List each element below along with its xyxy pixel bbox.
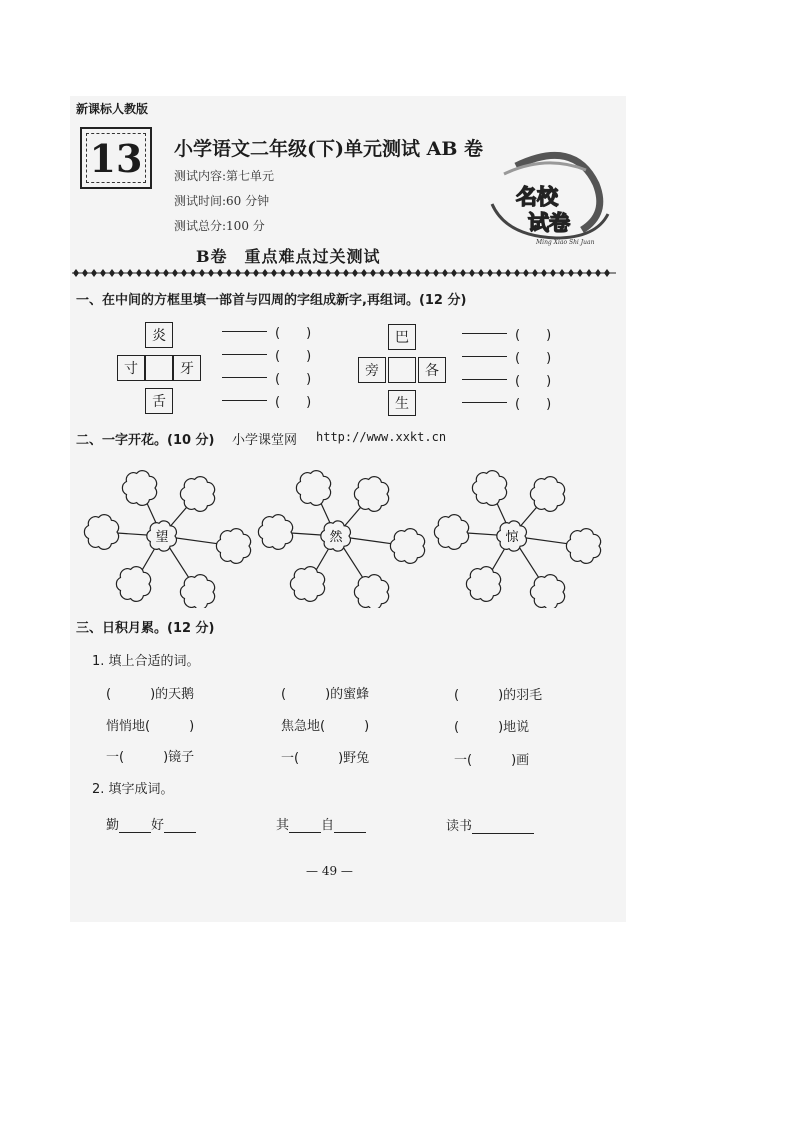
q2-heading: 二、一字开花。(10 分) [76,433,215,448]
divider-diamond [91,269,97,277]
divider-diamond [280,269,286,277]
answer-paren[interactable]: ( ) [275,326,312,341]
answer-line[interactable] [462,379,507,380]
divider-diamond [100,269,106,277]
char: 好 [151,818,165,833]
fill-item[interactable]: 悄悄地( ) [106,719,195,734]
divider-diamond [82,269,88,277]
logo-text-1: 名校 [516,185,558,209]
divider-diamond [145,269,151,277]
logo-subtext: Ming Xiao Shi Juan [536,239,595,246]
divider-diamond [208,269,214,277]
q1-heading: 一、在中间的方框里填一部首与四周的字组成新字,再组词。(12 分) [76,293,467,308]
grid1-top: 炎 [145,322,173,348]
blank[interactable] [164,818,196,833]
q3-sub2: 2. 填字成词。 [92,782,174,797]
grid1-bottom: 舌 [145,388,173,414]
divider-diamond [505,269,511,277]
divider-diamond [217,269,223,277]
divider-diamond [118,269,124,277]
fill-item[interactable]: 一( )画 [454,753,530,768]
divider-diamond [460,269,466,277]
divider-diamond [568,269,574,277]
divider-diamond [235,269,241,277]
divider-diamond [577,269,583,277]
answer-line[interactable] [462,402,507,403]
divider-diamond [379,269,385,277]
divider-diamond [163,269,169,277]
grid1-right: 牙 [173,355,201,381]
petal-blank [530,477,564,512]
grid2-top: 巴 [388,324,416,350]
divider-diamond [271,269,277,277]
divider-diamond [514,269,520,277]
grid2-right: 各 [418,357,446,383]
divider-diamond [181,269,187,277]
page-title: 小学语文二年级(下)单元测试 AB 卷 [174,138,484,160]
divider-diamond [487,269,493,277]
logo-text-2: 试卷 [528,211,570,235]
q3-heading: 三、日积月累。(12 分) [76,621,215,636]
answer-paren[interactable]: ( ) [275,395,312,410]
divider-diamond [262,269,268,277]
divider-diamond [559,269,565,277]
divider-diamond [370,269,376,277]
petal-blank [390,529,424,564]
answer-line[interactable] [222,377,267,378]
answer-line[interactable] [222,331,267,332]
fill-item[interactable]: 一( )镜子 [106,750,195,765]
section-title: B卷 重点难点过关测试 [196,247,381,266]
fill-item[interactable]: ( )的蜜蜂 [281,687,370,702]
unit-number-box [80,127,152,189]
divider-diamond [478,269,484,277]
flower-center-char: 惊 [505,530,519,545]
blank[interactable] [289,818,321,833]
divider-diamond [127,269,133,277]
divider-diamond [325,269,331,277]
answer-line[interactable] [222,354,267,355]
divider-diamond [154,269,160,277]
blank[interactable] [472,819,534,834]
test-score: 测试总分:100 分 [174,219,265,233]
divider-diamond [406,269,412,277]
flower-center-char: 然 [329,530,343,545]
fill-item[interactable]: 一( )野兔 [281,751,370,766]
petal-blank [434,515,468,550]
petal-blank [180,477,214,512]
word-fill-1[interactable] [106,814,196,833]
petal-blank [296,471,330,506]
divider-diamond [496,269,502,277]
q3-sub1: 1. 填上合适的词。 [92,654,200,669]
divider-diamond [397,269,403,277]
divider-diamond [334,269,340,277]
test-time: 测试时间:60 分钟 [174,194,270,208]
fill-item[interactable]: ( )的天鹅 [106,687,195,702]
answer-line[interactable] [462,356,507,357]
grid2-left: 旁 [358,357,386,383]
char: 自 [321,818,335,833]
divider-diamond [532,269,538,277]
divider-diamond [298,269,304,277]
site-url[interactable]: http://www.xxkt.cn [316,430,447,444]
char: 读书 [446,819,473,834]
char: 勤 [106,818,120,833]
grid2-center-input[interactable] [388,357,416,383]
divider-diamond [307,269,313,277]
word-flower-diagram [72,458,622,608]
answer-line[interactable] [222,400,267,401]
fill-item[interactable]: ( )地说 [454,720,530,735]
flower-center-char: 望 [155,530,169,545]
divider-diamond [244,269,250,277]
divider-diamond [361,269,367,277]
divider-diamond [595,269,601,277]
divider-diamond [109,269,115,277]
divider-diamond [343,269,349,277]
petal-blank [216,529,250,564]
petal-blank [122,471,156,506]
grid2-bottom: 生 [388,390,416,416]
divider-diamond [226,269,232,277]
divider-diamond [550,269,556,277]
answer-paren[interactable]: ( ) [275,372,312,387]
petal-blank [354,575,388,608]
fill-item[interactable]: ( )的羽毛 [454,688,543,703]
site-name: 小学课堂网 [232,433,298,448]
petal-blank [354,477,388,512]
divider-diamond [523,269,529,277]
divider-diamond [415,269,421,277]
divider-diamond [73,269,79,277]
divider-diamond [136,269,142,277]
unit-number: 13 [86,133,146,183]
petal-blank [290,567,324,602]
divider-diamond [172,269,178,277]
word-fill-2[interactable] [276,814,366,833]
divider-diamond [352,269,358,277]
grid1-left: 寸 [117,355,145,381]
divider-diamond [253,269,259,277]
blank[interactable] [119,818,151,833]
answer-paren[interactable]: ( ) [275,349,312,364]
page-number: — 49 — [306,864,353,878]
divider-diamond [190,269,196,277]
grid1-center-input[interactable] [145,355,173,381]
petal-blank [566,529,600,564]
petal-blank [466,567,500,602]
divider-diamond [604,269,610,277]
divider-diamond [424,269,430,277]
answer-paren[interactable]: ( ) [515,397,552,412]
decorative-divider [72,268,616,278]
divider-diamond [199,269,205,277]
answer-paren[interactable]: ( ) [515,351,552,366]
divider-diamond [316,269,322,277]
petal-blank [84,515,118,550]
divider-diamond [541,269,547,277]
petal-blank [116,567,150,602]
divider-diamond [433,269,439,277]
petal-blank [472,471,506,506]
divider-diamond [442,269,448,277]
school-logo [486,144,616,250]
test-content: 测试内容:第七单元 [174,169,275,183]
petal-blank [258,515,292,550]
petal-blank [530,575,564,608]
divider-diamond [388,269,394,277]
divider-diamond [289,269,295,277]
blank[interactable] [334,818,366,833]
char: 其 [276,818,290,833]
divider-diamond [469,269,475,277]
word-fill-3[interactable] [446,815,534,834]
petal-blank [180,575,214,608]
answer-line[interactable] [462,333,507,334]
answer-paren[interactable]: ( ) [515,328,552,343]
fill-item[interactable]: 焦急地( ) [281,719,370,734]
divider-diamond [586,269,592,277]
answer-paren[interactable]: ( ) [515,374,552,389]
divider-diamond [451,269,457,277]
edition-label: 新课标人教版 [76,102,149,116]
